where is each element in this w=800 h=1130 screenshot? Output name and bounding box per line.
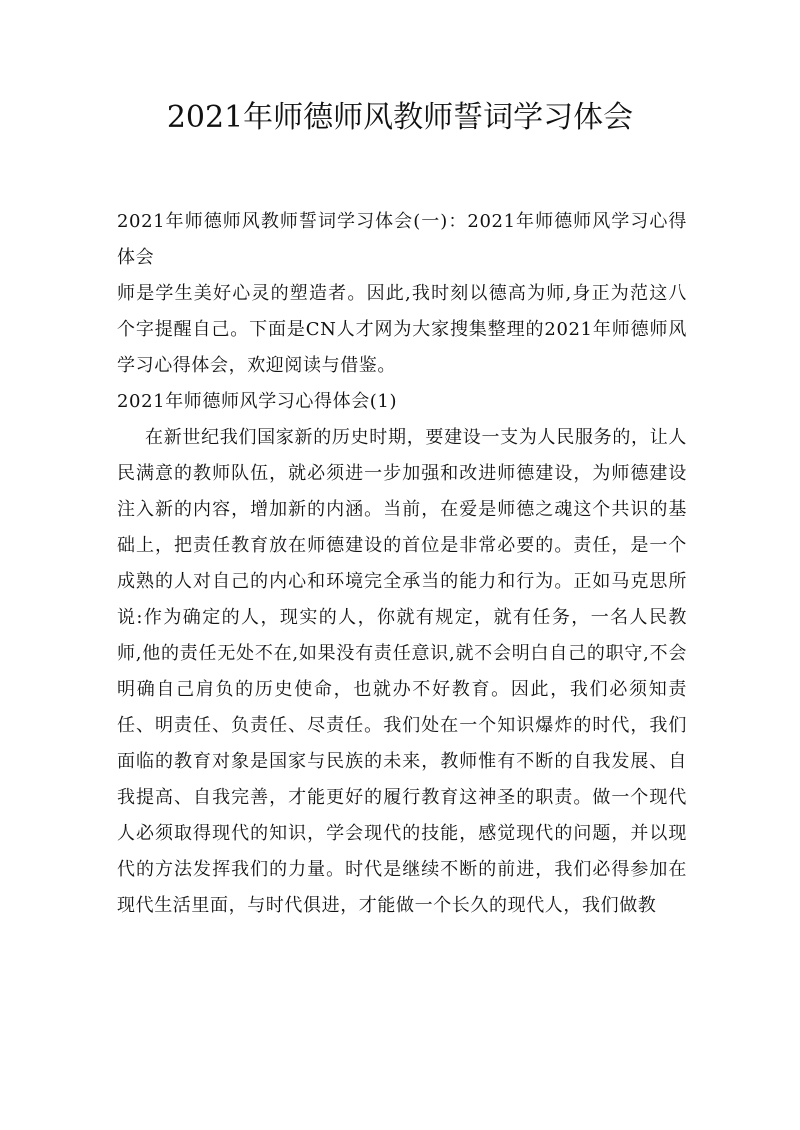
- document-body: [117, 204, 687, 924]
- intro-paragraph: 师是学生美好心灵的塑造者。因此,我时刻以德高为师,身正为范这八个字提醒自己。下面是CN人才网为大家搜集整理的2021年师德师风学习心得体会，欢迎阅读与借鉴。: [117, 283, 687, 376]
- body-paragraph: 在新世纪我们国家新的历史时期，要建设一支为人民服务的，让人民满意的教师队伍，就必须进一步加强和改进师德建设，为师德建设注入新的内容，增加新的内涵。当前，在爱是师德之魂这个共识的基础上，把责任教育放在师德建设的首位是非常必要的。责任，是一个成熟的人对自己的内心和环境完全承当的能力和行为。正如马克思所说:作为确定的人，现实的人，你就有规定，就有任务，一名人民教师,他的责任无处不在,如果没有责任意识,就不会明白自己的职守,不会明确自己肩负的历史使命，也就办不好教育。因此，我们必须知责任、明责任、负责任、尽责任。我们处在一个知识爆炸的时代，我们面临的教育对象是国家与民族的未来，教师惟有不断的自我发展、自我提高、自我完善，才能更好的履行教育这神圣的职责。做一个现代人必须取得现代的知识，学会现代的技能，感觉现代的问题，并以现代的方法发挥我们的力量。时代是继续不断的前进，我们必得参加在现代生活里面，与时代俱进，才能做一个长久的现代人，我们做教: [117, 427, 687, 916]
- subsection-heading: 2021年师德师风学习心得体会(1): [117, 391, 398, 412]
- section-heading: 2021年师德师风教师誓词学习体会(一)：2021年师德师风学习心得体会: [117, 211, 687, 268]
- document-title: 2021年师德师风教师誓词学习体会: [166, 100, 634, 135]
